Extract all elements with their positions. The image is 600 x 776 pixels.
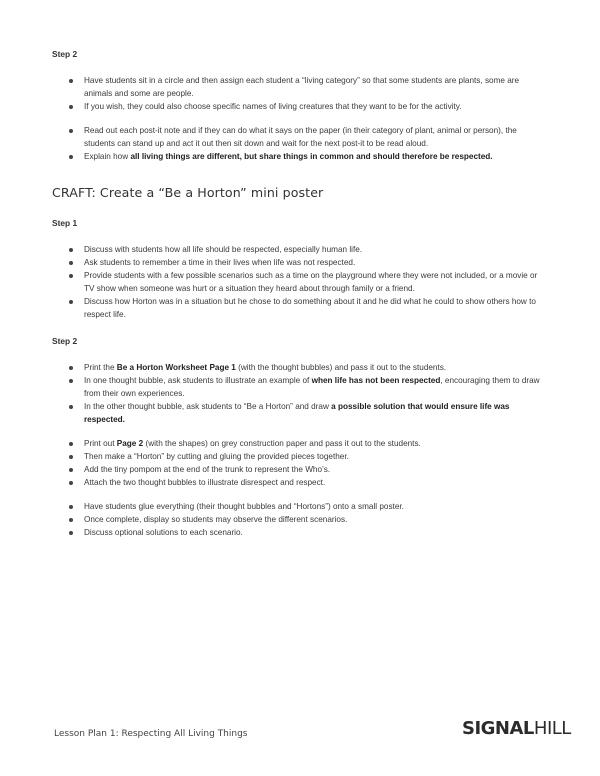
list-item — [52, 150, 548, 163]
list-item — [52, 463, 548, 476]
bold-text: Be a Horton Worksheet Page 1 — [116, 363, 236, 372]
body-text: Print out — [84, 439, 117, 448]
list-spacer — [52, 426, 548, 437]
body-text: Print the — [84, 363, 117, 372]
bold-text: a possible solution that would ensure life was respected. — [84, 402, 510, 424]
body-text: Provide students with a few possible scenarios such as a time on the playground where they were not included, or a movie or TV show when someone was hurt or a situation they heard about through family or a friend. — [84, 271, 538, 293]
bullet-icon — [69, 366, 73, 370]
lesson-content — [52, 48, 548, 539]
body-text: (with the thought bubbles) and pass it out to the students. — [235, 363, 447, 372]
list-item — [52, 450, 548, 463]
list-item — [52, 295, 548, 321]
bullet-icon — [69, 300, 73, 304]
bullet-icon — [69, 248, 73, 252]
list-item — [52, 526, 548, 539]
bullet-icon — [69, 274, 73, 278]
list-spacer — [52, 489, 548, 500]
craft-section-title: CRAFT: Create a “Be a Horton” mini poster — [52, 185, 324, 200]
list-item — [52, 437, 548, 450]
body-text: In one thought bubble, ask students to illustrate an example of — [84, 376, 312, 385]
body-text: If you wish, they could also choose specific names of living creatures that they want to be for the activity. — [84, 102, 462, 111]
step-2-craft-list — [52, 361, 548, 539]
list-spacer — [52, 113, 548, 124]
body-text: Have students glue everything (their thought bubbles and “Hortons”) onto a small poster. — [84, 502, 404, 511]
signal-hill-logo — [462, 718, 571, 740]
logo-signal: SIGNAL — [462, 718, 534, 739]
body-text: Attach the two thought bubbles to illustrate disrespect and respect. — [84, 478, 326, 487]
list-item — [52, 361, 548, 374]
bullet-icon — [69, 379, 73, 383]
bullet-icon — [69, 468, 73, 472]
step-1-discussion-list — [52, 243, 548, 321]
step-2-activity-list — [52, 74, 548, 163]
body-text: Discuss with students how all life should be respected, especially human life. — [84, 245, 363, 254]
body-text: (with the shapes) on grey construction paper and pass it out to the students. — [143, 439, 421, 448]
step-2-heading: Step 2 — [52, 49, 78, 59]
body-text: Have students sit in a circle and then assign each student a “living category” so that some students are plants, some are animals and some are people. — [84, 76, 520, 98]
body-text: Add the tiny pompom at the end of the trunk to represent the Who’s. — [84, 465, 331, 474]
bullet-icon — [69, 531, 73, 535]
bullet-icon — [69, 155, 73, 159]
body-text: In the other thought bubble, ask students to “Be a Horton” and draw — [84, 402, 332, 411]
bullet-icon — [69, 518, 73, 522]
bullet-icon — [69, 105, 73, 109]
list-item — [52, 500, 548, 513]
bullet-icon — [69, 481, 73, 485]
logo-hill: HILL — [533, 718, 571, 739]
list-item — [52, 243, 548, 256]
footer-lesson-title: Lesson Plan 1: Respecting All Living Things — [54, 729, 248, 739]
body-text: Ask students to remember a time in their lives when life was not respected. — [84, 258, 356, 267]
bullet-icon — [69, 129, 73, 133]
body-text: Then make a “Horton” by cutting and gluing the provided pieces together. — [84, 452, 349, 461]
step-2-craft-heading: Step 2 — [52, 336, 78, 346]
bold-text: all living things are different, but share things in common and should therefore be respected. — [130, 152, 493, 161]
bold-text: Page 2 — [116, 439, 144, 448]
body-text: Read out each post-it note and if they can do what it says on the paper (in their category of plant, animal or person), the students can stand up and act it out then sit down and wait for the next post-it to be read aloud. — [84, 126, 517, 148]
list-item — [52, 400, 548, 426]
bullet-icon — [69, 405, 73, 409]
list-item — [52, 256, 548, 269]
body-text: Discuss how Horton was in a situation but he chose to do something about it and he did what he could to show others how to respect life. — [84, 297, 536, 319]
list-item — [52, 269, 548, 295]
bullet-icon — [69, 261, 73, 265]
bullet-icon — [69, 455, 73, 459]
list-item — [52, 513, 548, 526]
list-item — [52, 374, 548, 400]
bold-text: when life has not been respected — [311, 376, 441, 385]
body-text: Discuss optional solutions to each scenario. — [84, 528, 243, 537]
body-text: Once complete, display so students may observe the different scenarios. — [84, 515, 348, 524]
list-item — [52, 476, 548, 489]
step-1-heading: Step 1 — [52, 218, 78, 228]
list-item — [52, 124, 548, 150]
bullet-icon — [69, 505, 73, 509]
bullet-icon — [69, 442, 73, 446]
body-text: , encouraging them to draw from their own experiences. — [84, 376, 540, 398]
bullet-icon — [69, 79, 73, 83]
list-item — [52, 74, 548, 100]
list-item — [52, 100, 548, 113]
body-text: Explain how — [84, 152, 131, 161]
